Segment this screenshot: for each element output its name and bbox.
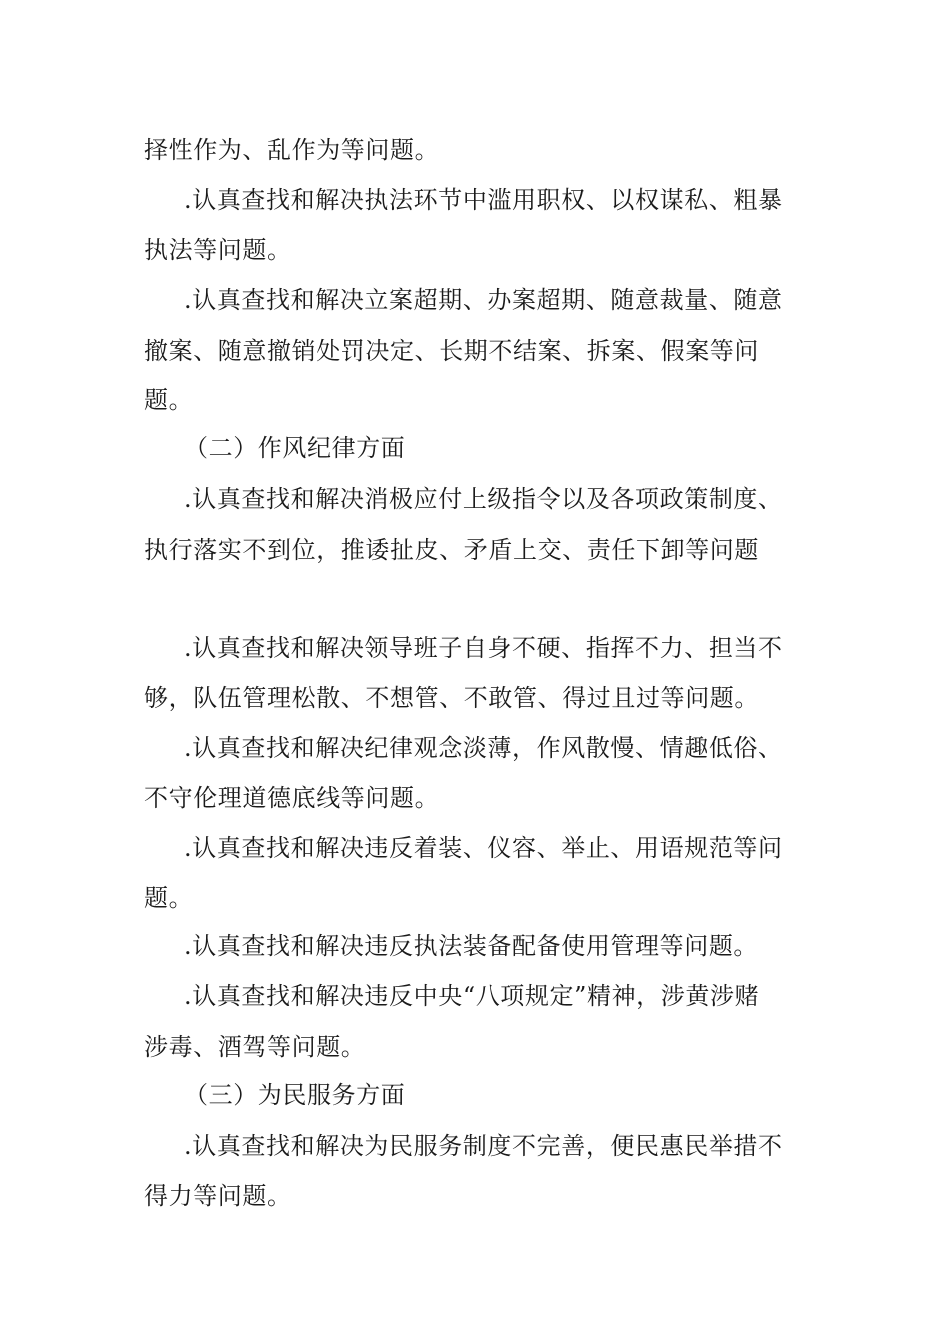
text-line: .认真查找和解决领导班子自身不硬、指挥不力、担当不 bbox=[184, 634, 783, 662]
text-line: .认真查找和解决纪律观念淡薄，作风散慢、情趣低俗、 bbox=[184, 734, 783, 762]
text-line: 执行落实不到位，推诿扯皮、矛盾上交、责任下卸等问题 bbox=[144, 536, 759, 564]
text-line: 撤案、随意撤销处罚决定、长期不结案、拆案、假案等问 bbox=[144, 337, 759, 365]
text-line: .认真查找和解决立案超期、办案超期、随意裁量、随意 bbox=[184, 286, 783, 314]
text-line: .认真查找和解决违反着装、仪容、举止、用语规范等问 bbox=[184, 834, 783, 862]
section-heading: （二）作风纪律方面 bbox=[184, 434, 406, 462]
text-line: 题。 bbox=[144, 386, 194, 414]
text-line: .认真查找和解决执法环节中滥用职权、以权谋私、粗暴 bbox=[184, 186, 783, 214]
text-line: 不守伦理道德底线等问题。 bbox=[144, 784, 440, 812]
text-line: .认真查找和解决违反中央“八项规定”精神，涉黄涉赌 bbox=[184, 982, 760, 1010]
section-heading: （三）为民服务方面 bbox=[184, 1081, 406, 1109]
text-line: 执法等问题。 bbox=[144, 236, 292, 264]
text-line: 得力等问题。 bbox=[144, 1182, 292, 1210]
text-line: 涉毒、酒驾等问题。 bbox=[144, 1033, 366, 1061]
text-line: .认真查找和解决为民服务制度不完善，便民惠民举措不 bbox=[184, 1132, 783, 1160]
text-line: 择性作为、乱作为等问题。 bbox=[144, 136, 440, 164]
text-line: 够，队伍管理松散、不想管、不敢管、得过且过等问题。 bbox=[144, 684, 759, 712]
text-line: .认真查找和解决违反执法装备配备使用管理等问题。 bbox=[184, 932, 759, 960]
text-line: 题。 bbox=[144, 884, 194, 912]
text-line: .认真查找和解决消极应付上级指令以及各项政策制度、 bbox=[184, 485, 783, 513]
